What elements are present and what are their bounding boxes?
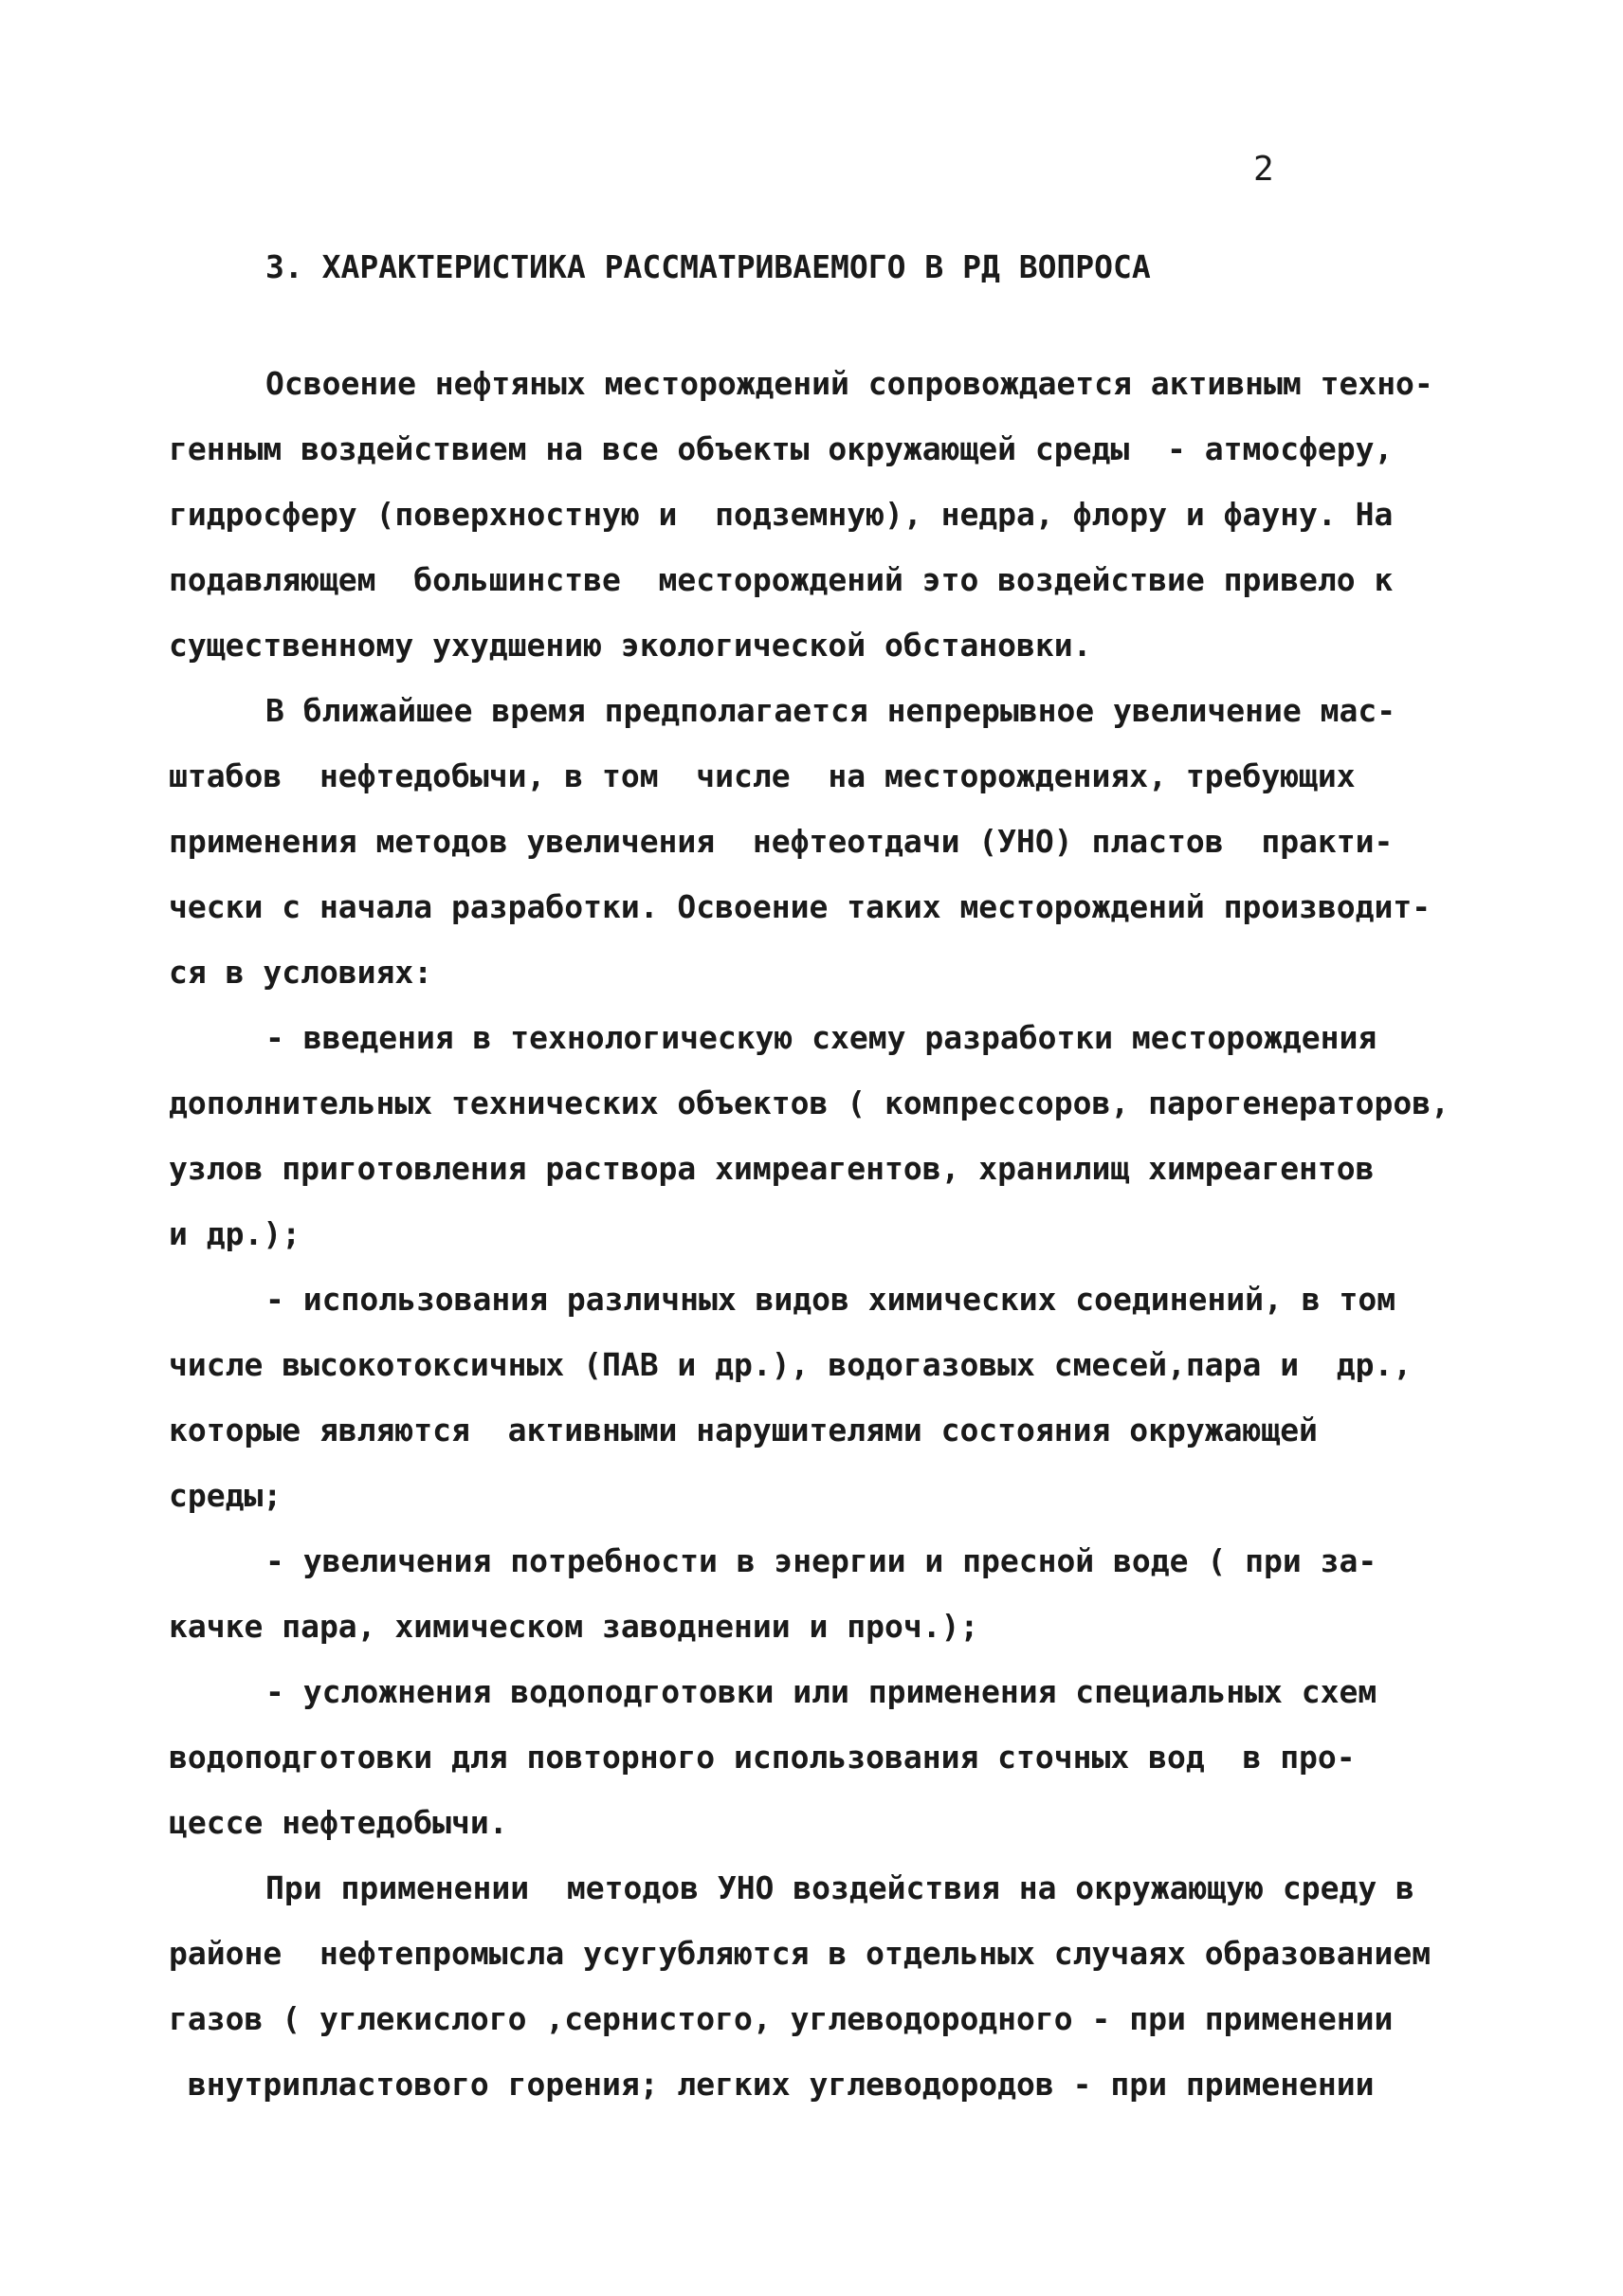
text-line: районе нефтепромысла усугубляются в отдельных случаях образованием xyxy=(169,1935,1432,1972)
text-line: и др.); xyxy=(169,1215,301,1252)
text-line: существенному ухудшению экологической обстановки. xyxy=(169,627,1092,664)
text-line: качке пара, химическом заводнении и проч.); xyxy=(169,1608,979,1645)
text-line: применения методов увеличения нефтеотдачи (УНО) пластов практи- xyxy=(169,823,1394,860)
text-line: ся в условиях: xyxy=(169,954,433,991)
text-line: чески с начала разработки. Освоение таких месторождений производит- xyxy=(169,888,1432,925)
text-line: цессе нефтедобычи. xyxy=(169,1804,508,1841)
section-heading: 3. ХАРАКТЕРИСТИКА РАССМАТРИВАЕМОГО В РД ВОПРОСА xyxy=(265,248,1151,285)
text-line: гидросферу (поверхностную и подземную), недра, флору и фауну. На xyxy=(169,496,1394,533)
text-line: которые являются активными нарушителями состояния окружающей xyxy=(169,1412,1318,1449)
text-line: - усложнения водоподготовки или применения специальных схем xyxy=(265,1673,1377,1710)
text-line: числе высокотоксичных (ПАВ и др.), водогазовых смесей,пара и др., xyxy=(169,1346,1413,1383)
text-line: - использования различных видов химических соединений, в том xyxy=(265,1281,1396,1318)
text-line: - увеличения потребности в энергии и пресной воде ( при за- xyxy=(265,1542,1377,1579)
text-line: дополнительных технических объектов ( компрессоров, парогенераторов, xyxy=(169,1084,1450,1121)
text-line: В ближайшее время предполагается непрерывное увеличение мас- xyxy=(265,692,1396,729)
text-line: - введения в технологическую схему разработки месторождения xyxy=(265,1019,1377,1056)
text-line: Освоение нефтяных месторождений сопровождается активным техно- xyxy=(265,365,1433,402)
text-line: При применении методов УНО воздействия на окружающую среду в xyxy=(265,1869,1414,1906)
text-line: генным воздействием на все объекты окружающей среды - атмосферу, xyxy=(169,430,1394,467)
text-line: внутрипластового горения; легких углеводородов - при применении xyxy=(169,2066,1375,2103)
text-line: штабов нефтедобычи, в том числе на месторождениях, требующих xyxy=(169,757,1356,794)
text-line: газов ( углекислого ,сернистого, углеводородного - при применении xyxy=(169,2000,1394,2037)
text-line: узлов приготовления раствора химреагентов, хранилищ химреагентов xyxy=(169,1150,1375,1187)
text-line: среды; xyxy=(169,1477,283,1514)
body-text xyxy=(169,351,1496,2117)
text-line: водоподготовки для повторного использования сточных вод в про- xyxy=(169,1739,1356,1776)
page-number: 2 xyxy=(1253,150,1274,189)
text-line: подавляющем большинстве месторождений это воздействие привело к xyxy=(169,561,1394,598)
